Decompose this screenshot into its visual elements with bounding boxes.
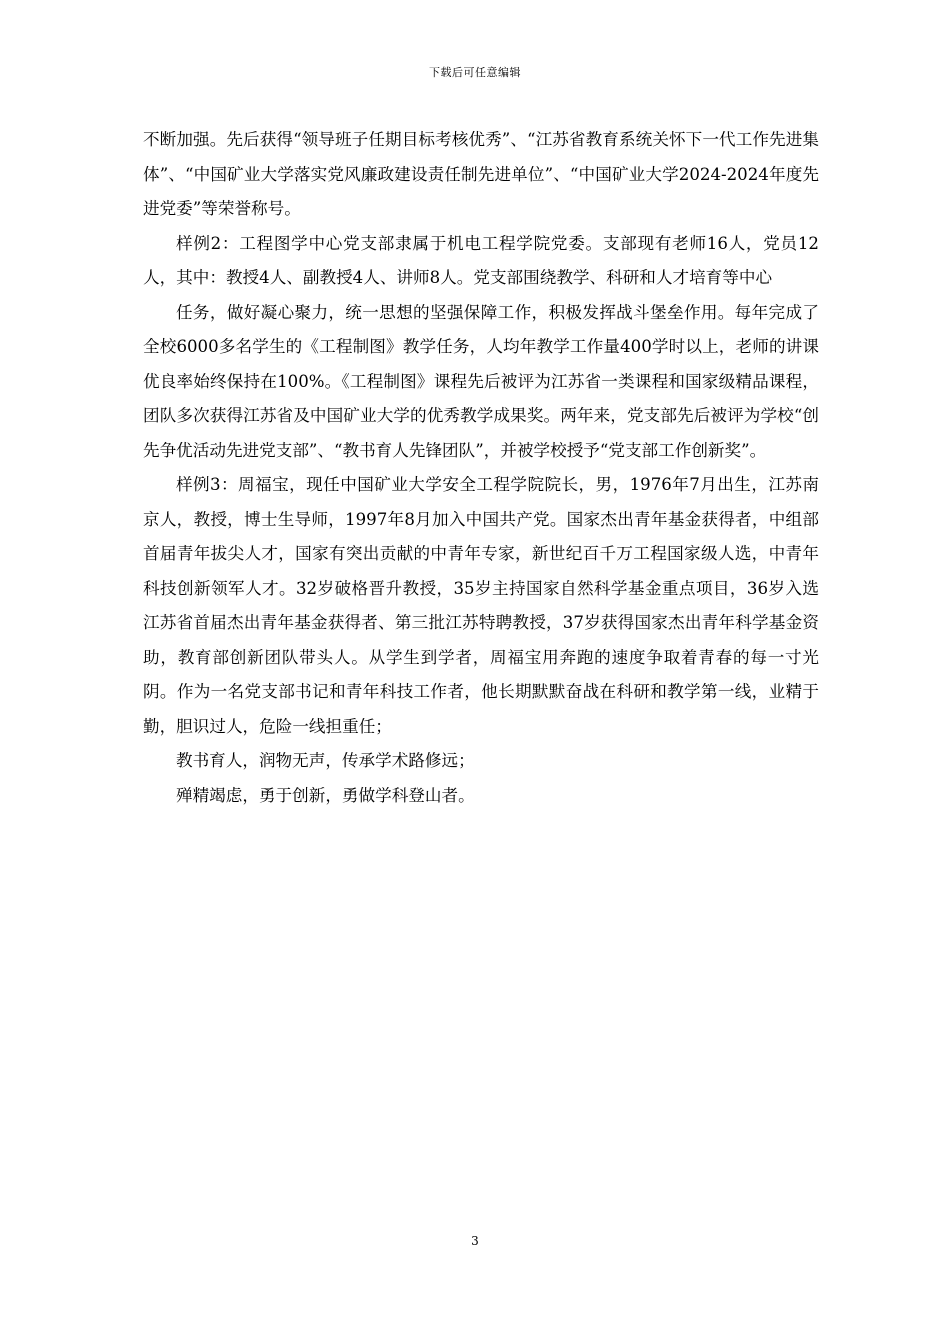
paragraph-2: 样例2：工程图学中心党支部隶属于机电工程学院党委。支部现有老师16人，党员12人，其中：教授4人、副教授4人、讲师8人。党支部围绕教学、科研和人才培育等中心	[143, 233, 819, 287]
paragraph-3: 任务，做好凝心聚力，统一思想的坚强保障工作，积极发挥战斗堡垒作用。每年完成了全校6000多名学生的《工程制图》教学任务，人均年教学工作量400学时以上，老师的讲课优良率始终保持在100%。《工程制图》课程先后被评为江苏省一类课程和国家级精品课程，团队多次获得江苏省及中国矿业大学的优秀教学成果奖。两年来，党支部先后被评为学校“创先争优活动先进党支部”、“教书育人先锋团队”，并被学校授予“党支部工作创新奖”。	[143, 302, 819, 460]
paragraph-5: 教书育人，润物无声，传承学术路修远；	[176, 751, 475, 770]
page-number: 3	[471, 1234, 479, 1248]
page-header: 下载后可任意编辑	[429, 66, 521, 79]
paragraph-4: 样例3：周福宝，现任中国矿业大学安全工程学院院长，男，1976年7月出生，江苏南京人，教授，博士生导师，1997年8月加入中国共产党。国家杰出青年基金获得者，中组部首届青年拔尖人才，国家有突出贡献的中青年专家，新世纪百千万工程国家级人选，中青年科技创新领军人才。32岁破格晋升教授，35岁主持国家自然科学基金重点项目，36岁入选江苏省首届杰出青年基金获得者、第三批江苏特聘教授，37岁获得国家杰出青年科学基金资助，教育部创新团队带头人。从学生到学者，周福宝用奔跑的速度争取着青春的每一寸光阴。作为一名党支部书记和青年科技工作者，他长期默默奋战在科研和教学第一线，业精于勤，胆识过人，危险一线担重任；	[143, 475, 819, 736]
document-body	[143, 123, 819, 813]
paragraph-6: 殚精竭虑，勇于创新，勇做学科登山者。	[176, 785, 475, 805]
paragraph-1: 不断加强。先后获得“领导班子任期目标考核优秀”、“江苏省教育系统关怀下一代工作先进集体”、“中国矿业大学落实党风廉政建设责任制先进单位”、“中国矿业大学2024-2024年度先进党委”等荣誉称号。	[143, 130, 819, 218]
